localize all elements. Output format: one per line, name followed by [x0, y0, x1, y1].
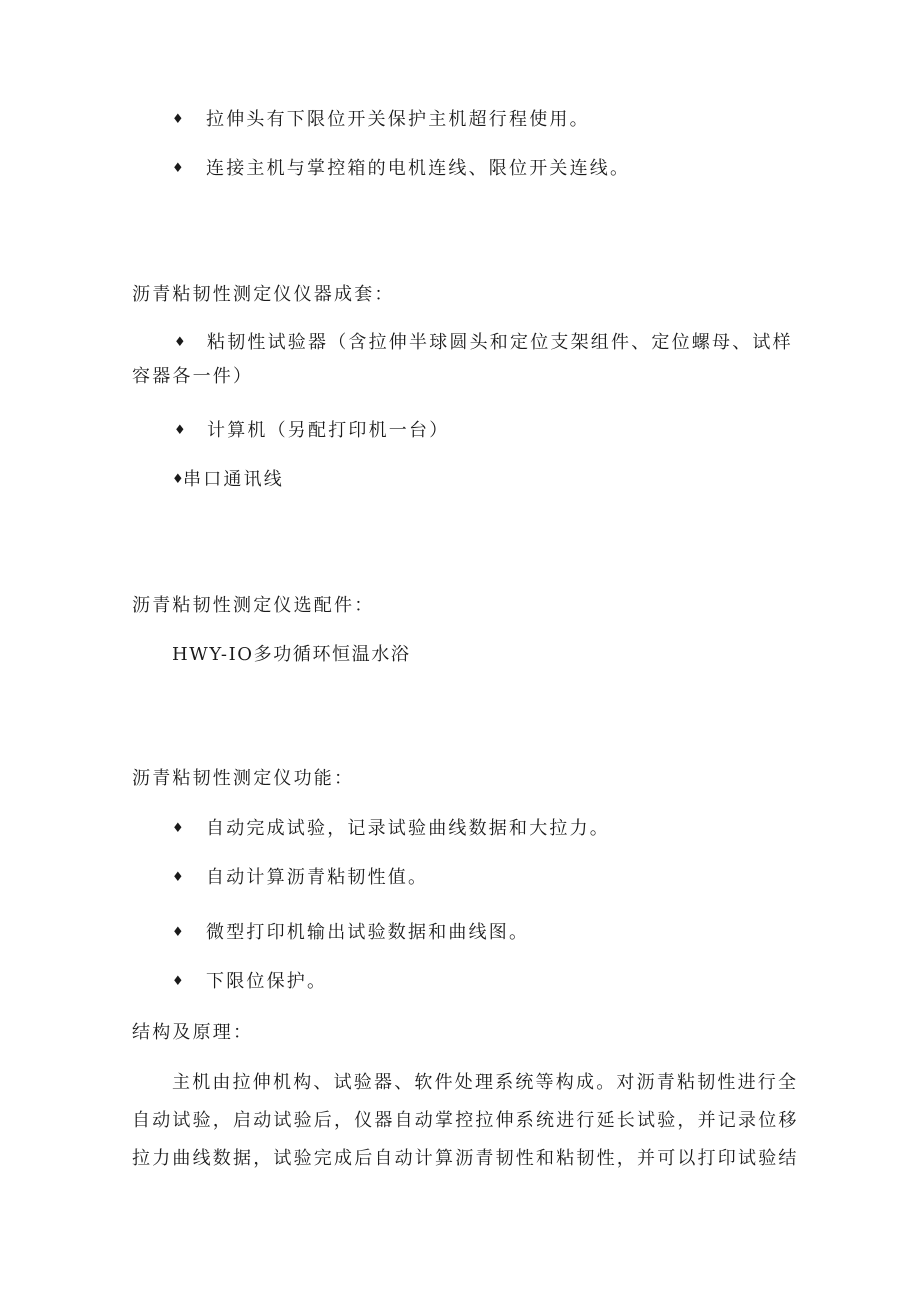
bullet-icon: ♦	[172, 112, 186, 127]
bullet-icon: ♦	[172, 870, 186, 885]
list-item: 自动完成试验，记录试验曲线数据和大拉力。	[206, 818, 610, 839]
paragraph-line: 自动试验，启动试验后，仪器自动掌控拉伸系统进行延长试验，并记录位移	[132, 1110, 799, 1131]
paragraph-line: 主机由拉伸机构、试验器、软件处理系统等构成。对沥青粘韧性进行全	[172, 1072, 799, 1093]
bullet-icon: ♦	[172, 821, 186, 836]
bullet-icon: ♦	[172, 974, 186, 989]
section-heading: 沥青粘韧性测定仪功能：	[132, 768, 355, 789]
bullet-icon: ♦	[172, 161, 186, 176]
list-item: 串口通讯线	[183, 469, 284, 490]
list-item-continuation: 容器各一件）	[132, 366, 254, 387]
list-item: 微型打印机输出试验数据和曲线图。	[206, 922, 530, 943]
list-item: 连接主机与掌控箱的电机连线、限位开关连线。	[206, 158, 631, 179]
list-item: 计算机（另配打印机一台）	[207, 420, 450, 441]
bullet-icon: ♦	[174, 335, 188, 350]
list-item: 下限位保护。	[206, 971, 328, 992]
bullet-icon: ♦	[174, 423, 188, 438]
list-item: HWY-IO多功循环恒温水浴	[172, 644, 411, 665]
paragraph-line: 拉力曲线数据，试验完成后自动计算沥青韧性和粘韧性，并可以打印试验结	[132, 1148, 799, 1169]
section-heading: 结构及原理：	[132, 1022, 254, 1043]
section-heading: 沥青粘韧性测定仪选配件：	[132, 595, 375, 616]
bullet-icon: ♦	[172, 472, 186, 487]
bullet-icon: ♦	[172, 925, 186, 940]
list-item: 自动计算沥青粘韧性值。	[206, 867, 429, 888]
section-heading: 沥青粘韧性测定仪仪器成套：	[132, 284, 395, 305]
list-item: 粘韧性试验器（含拉伸半球圆头和定位支架组件、定位螺母、试样	[207, 332, 793, 353]
list-item: 拉伸头有下限位开关保护主机超行程使用。	[206, 109, 590, 130]
